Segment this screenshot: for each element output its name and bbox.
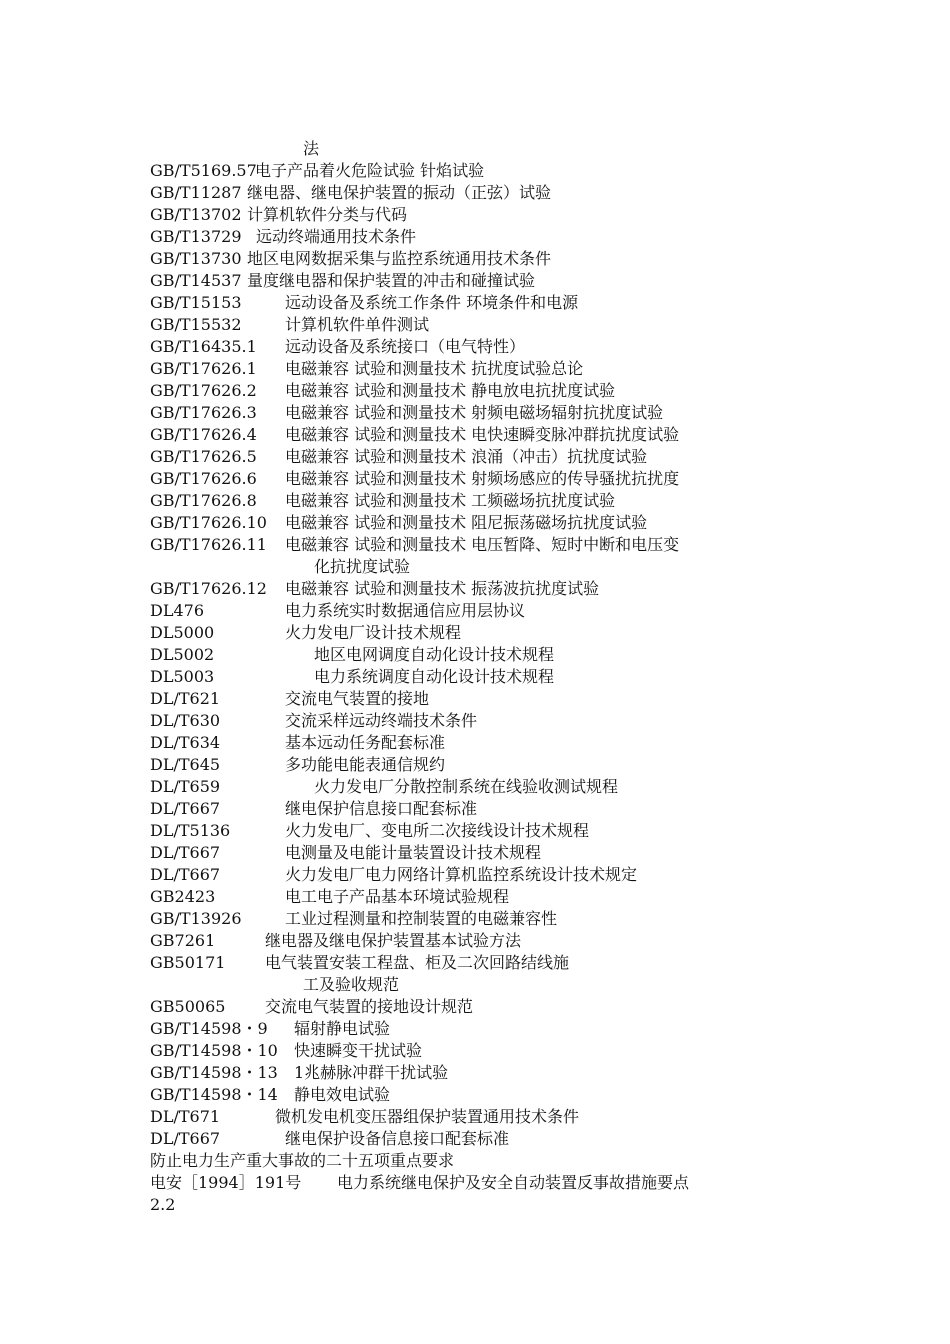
standard-code: GB/T17626.12 xyxy=(150,579,267,598)
standard-code: GB/T14598・9 xyxy=(150,1019,268,1038)
standard-code: GB/T14598・14 xyxy=(150,1085,278,1104)
standard-title: 量度继电器和保护装置的冲击和碰撞试验 xyxy=(247,271,536,290)
standard-title: 交流电气装置的接地 xyxy=(285,689,430,708)
standard-title: 计算机软件分类与代码 xyxy=(247,205,408,224)
standard-title: 电磁兼容 试验和测量技术 浪涌（冲击）抗扰度试验 xyxy=(285,447,648,466)
standard-code: DL/T645 xyxy=(150,755,221,774)
standard-code: GB/T17626.8 xyxy=(150,491,257,510)
standard-code: DL/T659 xyxy=(150,777,221,796)
standard-title: 工业过程测量和控制装置的电磁兼容性 xyxy=(285,909,558,928)
standard-title: 继电保护设备信息接口配套标准 xyxy=(285,1129,510,1148)
standard-title: 电力系统继电保护及安全自动装置反事故措施要点 xyxy=(337,1173,690,1192)
standard-code: GB/T14598・13 xyxy=(150,1063,278,1082)
standard-title: 防止电力生产重大事故的二十五项重点要求 xyxy=(150,1151,455,1170)
standard-title: 电磁兼容 试验和测量技术 射频电磁场辐射抗扰度试验 xyxy=(285,403,664,422)
standard-code: DL5000 xyxy=(150,623,215,642)
standard-code: DL/T630 xyxy=(150,711,221,730)
standard-code: GB7261 xyxy=(150,931,216,950)
standard-title: 火力发电厂电力网络计算机监控系统设计技术规定 xyxy=(285,865,638,884)
standard-code: GB/T17626.6 xyxy=(150,469,257,488)
standard-code: GB/T11287 xyxy=(150,183,242,202)
standard-title: 交流采样远动终端技术条件 xyxy=(285,711,478,730)
standard-title: 电磁兼容 试验和测量技术 电压暂降、短时中断和电压变 xyxy=(285,535,680,554)
standard-code: GB50171 xyxy=(150,953,226,972)
standard-code: DL5002 xyxy=(150,645,215,664)
standard-title: 化抗扰度试验 xyxy=(314,557,411,576)
standard-title: 电力系统实时数据通信应用层协议 xyxy=(285,601,526,620)
standard-title: 地区电网数据采集与监控系统通用技术条件 xyxy=(247,249,552,268)
standard-code: GB/T13729 xyxy=(150,227,242,246)
standard-code: GB/T17626.4 xyxy=(150,425,257,444)
standard-title: 电力系统调度自动化设计技术规程 xyxy=(314,667,555,686)
standard-title: 电磁兼容 试验和测量技术 振荡波抗扰度试验 xyxy=(285,579,600,598)
standard-title: 电磁兼容 试验和测量技术 工频磁场抗扰度试验 xyxy=(285,491,616,510)
standard-title: 远动设备及系统接口（电气特性） xyxy=(285,337,526,356)
standard-code: DL/T621 xyxy=(150,689,221,708)
standard-title: 静电效电试验 xyxy=(294,1085,391,1104)
standard-code: GB/T13730 xyxy=(150,249,242,268)
standard-title: 火力发电厂分散控制系统在线验收测试规程 xyxy=(314,777,619,796)
standard-code: GB/T13926 xyxy=(150,909,242,928)
standard-code: DL/T671 xyxy=(150,1107,221,1126)
standard-title: 电磁兼容 试验和测量技术 静电放电抗扰度试验 xyxy=(285,381,616,400)
standard-title: 电磁兼容 试验和测量技术 电快速瞬变脉冲群抗扰度试验 xyxy=(285,425,680,444)
standard-title: 电子产品着火危险试验 针焰试验 xyxy=(255,161,485,180)
standard-title: 辐射静电试验 xyxy=(294,1019,391,1038)
standard-title: 交流电气装置的接地设计规范 xyxy=(265,997,474,1016)
standard-title: 电工电子产品基本环境试验规程 xyxy=(285,887,510,906)
standard-code: DL476 xyxy=(150,601,204,620)
standard-title: 快速瞬变干扰试验 xyxy=(294,1041,423,1060)
standard-code: 电安［1994］191号 xyxy=(150,1173,302,1192)
standard-title: 2.2 xyxy=(150,1195,176,1214)
standard-title: 电磁兼容 试验和测量技术 射频场感应的传导骚扰抗扰度 xyxy=(285,469,680,488)
standard-code: GB/T17626.10 xyxy=(150,513,267,532)
standard-code: GB/T17626.5 xyxy=(150,447,257,466)
standard-code: GB/T16435.1 xyxy=(150,337,257,356)
standard-title: 电测量及电能计量装置设计技术规程 xyxy=(285,843,542,862)
standard-code: DL/T634 xyxy=(150,733,221,752)
standard-code: DL/T667 xyxy=(150,799,221,818)
standard-code: GB/T17626.1 xyxy=(150,359,257,378)
standard-title: 继电器、继电保护装置的振动（正弦）试验 xyxy=(247,183,552,202)
standard-code: GB/T17626.11 xyxy=(150,535,267,554)
standard-title: 电气装置安装工程盘、柜及二次回路结线施 xyxy=(265,953,570,972)
standard-code: DL/T667 xyxy=(150,865,221,884)
standard-title: 微机发电机变压器组保护装置通用技术条件 xyxy=(275,1107,580,1126)
standard-code: DL/T667 xyxy=(150,1129,221,1148)
standard-code: GB/T14537 xyxy=(150,271,242,290)
standard-title: 法 xyxy=(303,139,320,158)
standard-code: GB/T13702 xyxy=(150,205,242,224)
standard-title: 地区电网调度自动化设计技术规程 xyxy=(314,645,555,664)
standard-title: 计算机软件单件测试 xyxy=(285,315,430,334)
standard-title: 1兆赫脉冲群干扰试验 xyxy=(294,1063,449,1082)
standard-title: 多功能电能表通信规约 xyxy=(285,755,446,774)
standard-title: 工及验收规范 xyxy=(303,975,400,994)
standard-code: DL/T667 xyxy=(150,843,221,862)
standard-title: 基本远动任务配套标准 xyxy=(285,733,446,752)
standard-code: GB50065 xyxy=(150,997,226,1016)
standard-code: GB/T15153 xyxy=(150,293,242,312)
standard-title: 远动设备及系统工作条件 环境条件和电源 xyxy=(285,293,579,312)
standard-code: GB/T17626.3 xyxy=(150,403,257,422)
standard-title: 火力发电厂设计技术规程 xyxy=(285,623,462,642)
standard-code: GB2423 xyxy=(150,887,216,906)
standard-code: GB/T5169.57 xyxy=(150,161,257,180)
standard-title: 继电器及继电保护装置基本试验方法 xyxy=(265,931,522,950)
standard-code: GB/T15532 xyxy=(150,315,242,334)
standard-title: 电磁兼容 试验和测量技术 抗扰度试验总论 xyxy=(285,359,584,378)
standard-code: GB/T17626.2 xyxy=(150,381,257,400)
standard-title: 远动终端通用技术条件 xyxy=(256,227,417,246)
standard-code: GB/T14598・10 xyxy=(150,1041,278,1060)
standard-title: 电磁兼容 试验和测量技术 阻尼振荡磁场抗扰度试验 xyxy=(285,513,648,532)
standard-code: DL5003 xyxy=(150,667,215,686)
standard-title: 火力发电厂、变电所二次接线设计技术规程 xyxy=(285,821,590,840)
standard-title: 继电保护信息接口配套标准 xyxy=(285,799,478,818)
standard-code: DL/T5136 xyxy=(150,821,231,840)
